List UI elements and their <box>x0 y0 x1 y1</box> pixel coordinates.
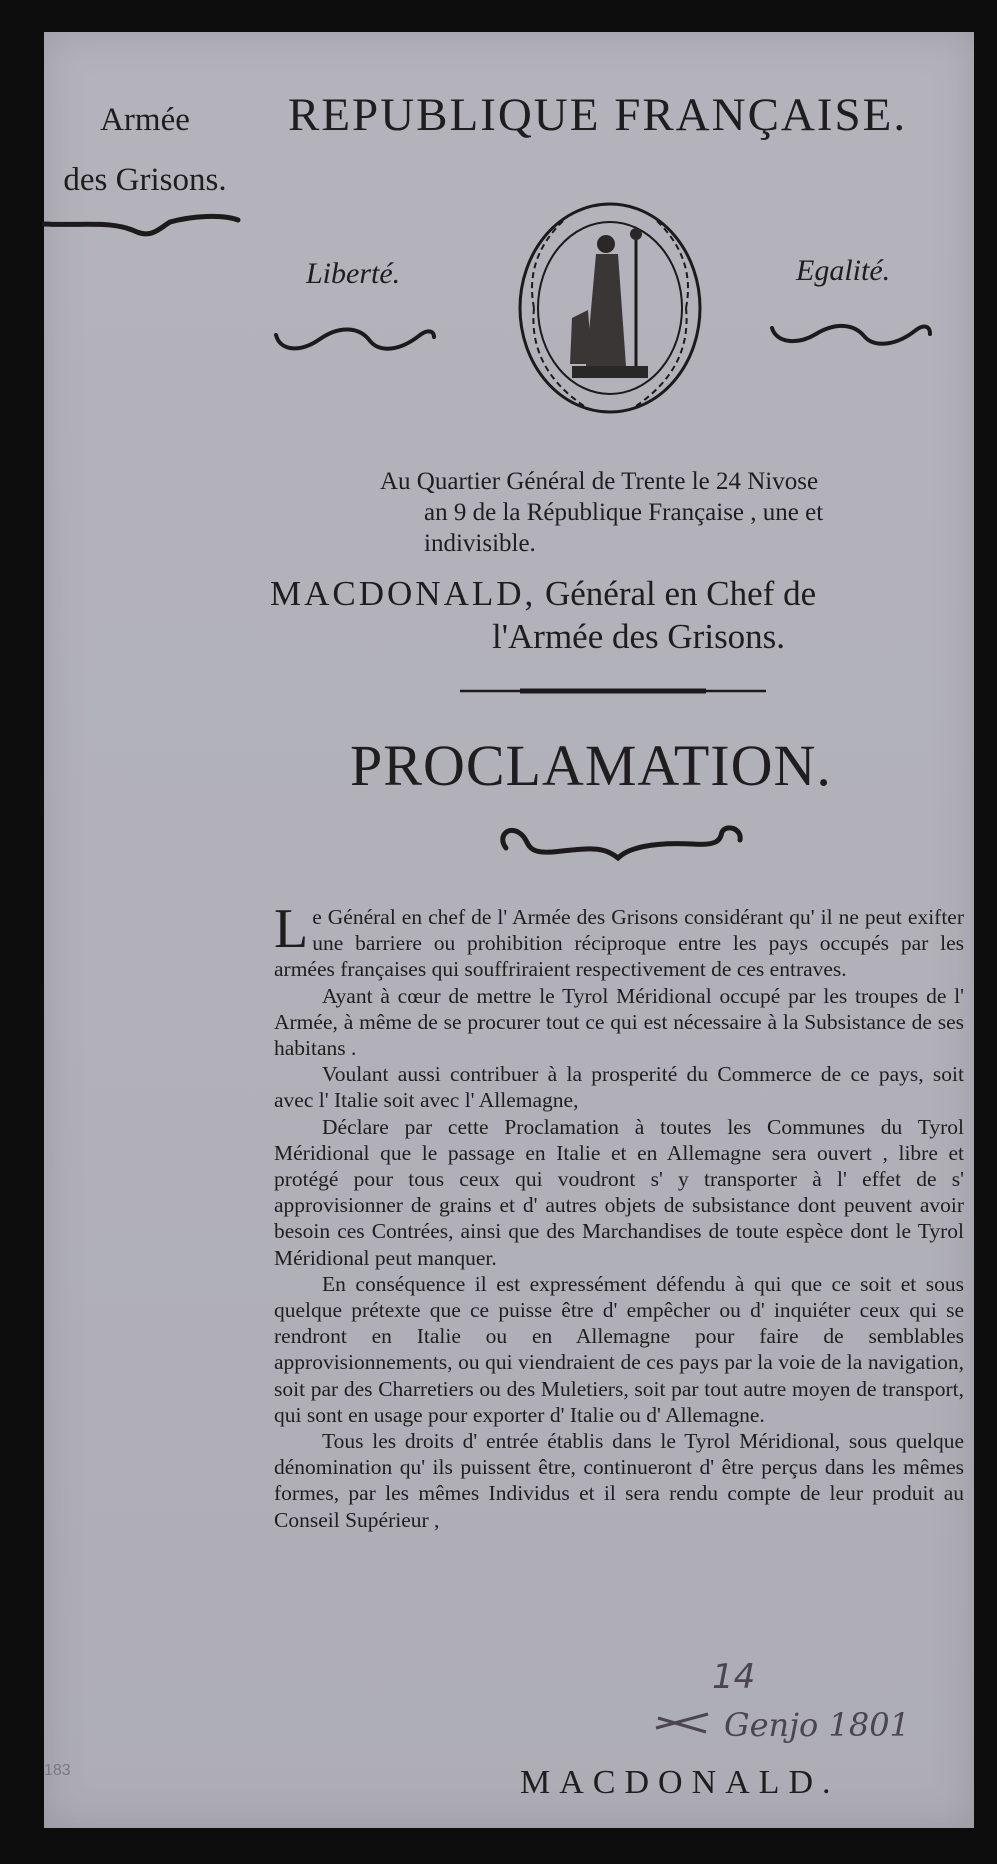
paragraph-3: Voulant aussi contribuer à la prosperité du Commerce de ce pays, soit avec l' Italie soit avec l' Allemagne, <box>274 1062 964 1113</box>
right-swash-ornament <box>766 312 936 352</box>
paragraph-1 <box>274 898 964 983</box>
date-line-3: indivisible. <box>424 530 536 557</box>
archive-number: 183 <box>44 1762 71 1779</box>
army-swash-ornament <box>42 210 242 240</box>
left-swash-ornament <box>270 317 440 357</box>
army-line-1: Armée <box>100 102 190 138</box>
republic-heading: REPUBLIQUE FRANÇAISE. <box>288 89 908 141</box>
proclamation-title: PROCLAMATION. <box>350 733 832 798</box>
signature-name: MACDONALD. <box>520 1764 840 1801</box>
divider-rule <box>460 688 766 694</box>
general-heading <box>270 572 970 658</box>
motto-liberte: Liberté. <box>306 257 401 290</box>
drop-cap: L <box>274 898 309 960</box>
document-sheet <box>44 32 974 1828</box>
motto-egalite: Egalité. <box>796 254 891 287</box>
note-date: Genjo 1801 <box>724 1706 910 1744</box>
center-swash-ornament <box>492 818 752 864</box>
paragraph-4: Déclare par cette Proclamation à toutes les Communes du Tyrol Méridional que le passage en Italie et en Allemagne sera ouvert , libre et protégé pour tous ceux qui voudront s' y transporter à l' effet de s' approvisionner de grains et d' autres objets de subsistance dont peuvent avoir besoin ces Contrées, ainsi que des Marchandises de toute espèce dont le Tyrol Méridional peut manquer. <box>274 1114 964 1270</box>
paragraph-1-text: e Général en chef de l' Armée des Grisons considérant qu' il ne peut exifter une barriere ou prohibition réciproque entre les pays occupés par les armées françaises qui souffriraient respectivement de ces entraves. <box>274 905 964 982</box>
proclamation-body <box>274 898 964 1533</box>
date-line-1: Au Quartier Général de Trente le 24 Nivose <box>380 468 819 495</box>
army-heading <box>40 90 250 210</box>
note-number: 14 <box>712 1657 756 1697</box>
general-name: MACDONALD, <box>270 574 537 613</box>
paragraph-5: En conséquence il est expressément défendu à qui que ce soit et sous quelque prétexte que ce puisse être d' empêcher ou d' inquiéter ceux qui se rendront en Italie ou en Allemagne pour faire de semblables approvisionnements, ou qui viendraient de ces pays par la voie de la navigation, soit par des Charretiers ou des Muletiers, soit par tout autre moyen de transport, qui sont en usage pour exporter d' Italie ou d' Allemagne. <box>274 1271 964 1427</box>
paragraph-6: Tous les droits d' entrée établis dans le Tyrol Méridional, sous quelque dénomination qu' ils puissent être, continueront d' être perçus dans les mêmes formes, par les mêmes Individus et il sera rendu compte de leur produit au Conseil Supérieur , <box>274 1429 964 1532</box>
date-line-2: an 9 de la République Française , une et <box>424 499 824 526</box>
paragraph-2: Ayant à cœur de mettre le Tyrol Méridional occupé par les troupes de l' Armée, à même de se procurer tout ce qui est nécessaire à la Subsistance de ses habitans . <box>274 983 964 1061</box>
general-title-line-1: Général en Chef de <box>545 574 817 613</box>
general-title-line-2: l'Armée des Grisons. <box>492 617 786 656</box>
liberty-emblem-icon <box>514 198 706 418</box>
date-line <box>380 466 960 559</box>
handwritten-date-note <box>654 1654 914 1764</box>
army-line-2: des Grisons. <box>63 162 227 198</box>
